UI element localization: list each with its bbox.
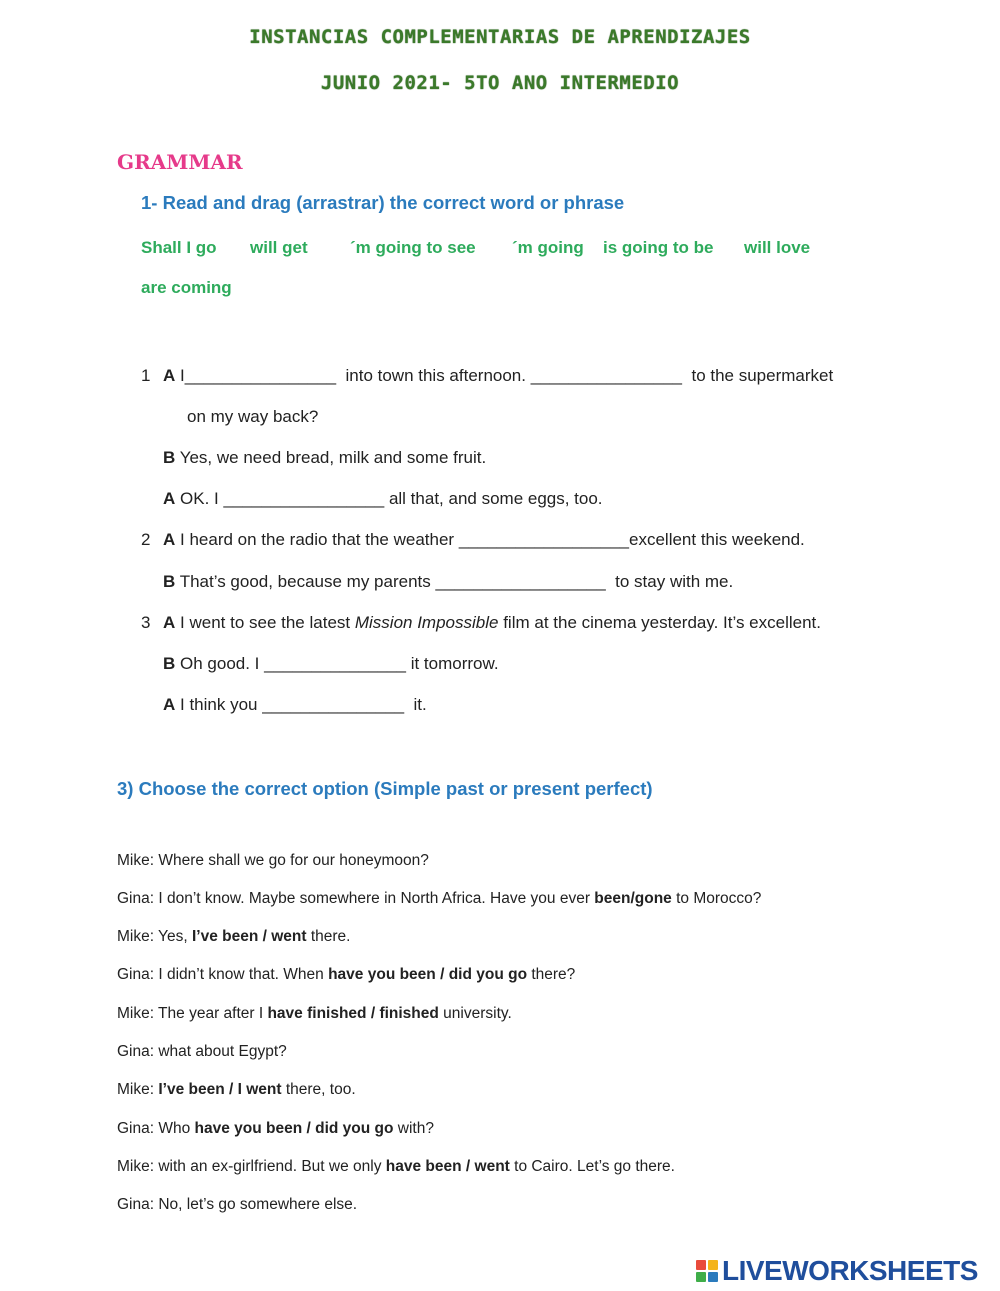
dialogue-text: Mike: xyxy=(117,1081,159,1098)
dialogue-line xyxy=(117,1005,512,1023)
logo-block xyxy=(696,1272,706,1282)
sentence-text: it tomorrow. xyxy=(410,654,499,673)
sentence-text: I went to see the latest xyxy=(180,613,351,632)
option-choice[interactable]: have finished / finished xyxy=(267,1005,439,1022)
word-bank-item[interactable]: ´m going to see xyxy=(350,238,476,257)
dialogue-text: Mike: Where shall we go for our honeymoon? xyxy=(117,852,429,869)
dialogue-text: Mike: with an ex-girlfriend. But we only xyxy=(117,1158,386,1175)
dialogue-text: Mike: The year after I xyxy=(117,1005,268,1022)
word-bank-item[interactable]: is going to be xyxy=(603,238,714,257)
exercise-line xyxy=(163,448,486,468)
option-choice[interactable]: I’ve been / went xyxy=(191,928,307,945)
question-number: 1 xyxy=(141,366,151,385)
dialogue-line xyxy=(117,890,761,908)
word-bank-item[interactable]: ´m going xyxy=(512,238,584,257)
sentence-text: I think you xyxy=(180,695,258,714)
liveworksheets-logo xyxy=(696,1255,978,1287)
sentence-text: it. xyxy=(413,695,427,714)
dialogue-text: to Cairo. Let’s go there. xyxy=(509,1158,675,1175)
sentence-text: to the supermarket xyxy=(691,366,834,385)
section1-instructions: 1- Read and drag (arrastrar) the correct word or phrase xyxy=(141,192,625,213)
word-bank-item[interactable]: will get xyxy=(250,238,308,257)
speaker-label: A xyxy=(163,489,176,508)
answer-blank[interactable]: _________________ xyxy=(223,489,385,508)
speaker-label: A xyxy=(163,613,176,632)
sentence-text: all that, and some eggs, too. xyxy=(388,489,603,508)
sentence-text: on my way back? xyxy=(187,407,319,426)
logo-block xyxy=(696,1260,706,1270)
dialogue-line xyxy=(117,928,350,946)
grammar-heading: GRAMMAR xyxy=(117,150,243,174)
dialogue-text: there? xyxy=(527,966,576,983)
logo-icon xyxy=(696,1260,718,1282)
sentence-text: I xyxy=(180,366,185,385)
exercise-line xyxy=(163,489,603,509)
speaker-label: B xyxy=(163,448,176,467)
speaker-label: A xyxy=(163,366,176,385)
speaker-label: A xyxy=(163,695,176,714)
dialogue-line xyxy=(117,1043,287,1061)
dialogue-text: Gina: Who xyxy=(117,1120,195,1137)
answer-blank[interactable]: ________________ xyxy=(184,366,337,385)
exercise-line xyxy=(141,613,150,633)
sentence-text: film at the cinema yesterday. It’s excellent. xyxy=(503,613,821,632)
dialogue-line xyxy=(117,966,575,984)
answer-blank[interactable]: __________________ xyxy=(435,572,606,591)
exercise-line xyxy=(163,530,805,550)
exercise-line xyxy=(163,695,427,715)
answer-blank[interactable]: ________________ xyxy=(530,366,683,385)
answer-blank[interactable]: _______________ xyxy=(264,654,406,673)
question-number: 3 xyxy=(141,613,151,632)
dialogue-text: Gina: what about Egypt? xyxy=(117,1043,287,1060)
section3-instructions: 3) Choose the correct option (Simple past or present perfect) xyxy=(117,778,653,799)
dialogue-text: Gina: I didn’t know that. When xyxy=(117,966,329,983)
worksheet-subtitle: JUNIO 2021- 5TO ANO INTERMEDIO xyxy=(320,72,680,94)
dialogue-text: there. xyxy=(306,928,351,945)
dialogue-text: there, too. xyxy=(281,1081,356,1098)
dialogue-text: Gina: I don’t know. Maybe somewhere in North Africa. Have you ever xyxy=(117,890,595,907)
dialogue-line xyxy=(117,852,429,870)
dialogue-text: Mike: Yes, xyxy=(117,928,192,945)
option-choice[interactable]: have you been / did you go xyxy=(194,1120,394,1137)
answer-blank[interactable]: _______________ xyxy=(262,695,405,714)
answer-blank[interactable]: __________________ xyxy=(458,530,630,549)
exercise-line xyxy=(163,572,733,592)
option-choice[interactable]: I’ve been / I went xyxy=(158,1081,282,1098)
dialogue-line xyxy=(117,1081,356,1099)
word-bank-item[interactable]: are coming xyxy=(141,278,232,297)
dialogue-text: with? xyxy=(393,1120,434,1137)
speaker-label: A xyxy=(163,530,176,549)
dialogue-line xyxy=(117,1196,357,1214)
option-choice[interactable]: been/gone xyxy=(594,890,672,907)
sentence-text: excellent this weekend. xyxy=(629,530,805,549)
exercise-line xyxy=(141,530,150,550)
word-bank-item[interactable]: will love xyxy=(744,238,811,257)
option-choice[interactable]: have been / went xyxy=(385,1158,510,1175)
dialogue-line xyxy=(117,1158,675,1176)
sentence-text: Oh good. I xyxy=(180,654,260,673)
speaker-label: B xyxy=(163,572,176,591)
sentence-text: Yes, we need bread, milk and some fruit. xyxy=(179,448,487,467)
exercise-line xyxy=(163,366,833,386)
word-bank-item[interactable]: Shall I go xyxy=(141,238,217,257)
film-title: Mission Impossible xyxy=(354,613,499,632)
sentence-text: That’s good, because my parents xyxy=(179,572,431,591)
logo-block xyxy=(708,1272,718,1282)
exercise-line xyxy=(163,654,499,674)
sentence-text: to stay with me. xyxy=(615,572,734,591)
dialogue-line xyxy=(117,1120,434,1138)
exercise-line xyxy=(163,613,821,633)
option-choice[interactable]: have you been / did you go xyxy=(328,966,528,983)
dialogue-text: university. xyxy=(438,1005,512,1022)
logo-block xyxy=(708,1260,718,1270)
sentence-text: into town this afternoon. xyxy=(345,366,526,385)
question-number: 2 xyxy=(141,530,151,549)
dialogue-text: Gina: No, let’s go somewhere else. xyxy=(117,1196,358,1213)
logo-text: LIVEWORKSHEETS xyxy=(722,1255,978,1286)
exercise-line xyxy=(141,366,150,386)
sentence-text: OK. I xyxy=(180,489,219,508)
sentence-text: I heard on the radio that the weather xyxy=(180,530,455,549)
dialogue-text: to Morocco? xyxy=(671,890,762,907)
speaker-label: B xyxy=(163,654,176,673)
worksheet-title: INSTANCIAS COMPLEMENTARIAS DE APRENDIZAJES xyxy=(249,26,751,48)
